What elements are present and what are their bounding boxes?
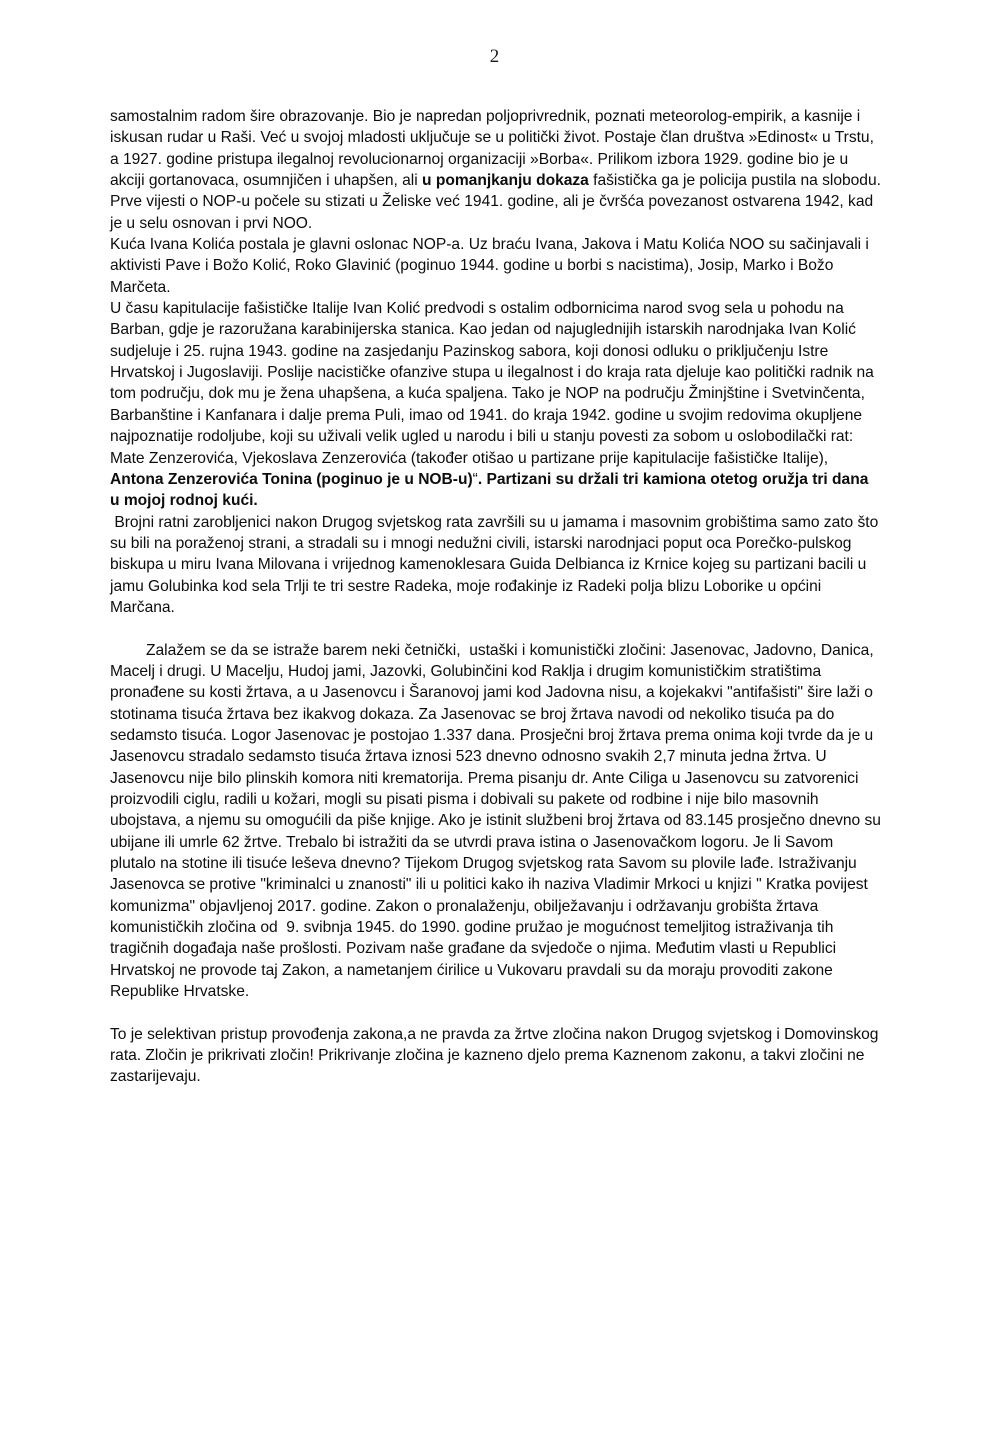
text-run: Prve vijesti o NOP-u počele su stizati u Želiske već 1941. godine, ali je čvršća povezanost ostvarena 1942, kad je u selu osnovan i prvi NOO. (110, 193, 878, 232)
text-run: U času kapitulacije fašističke Italije Ivan Kolić predvodi s ostalim odbornicima narod svog sela u pohodu na Barban, gdje je razoružana karabinijerska stanica. Kao jedan od najuglednijih istarskih narodnjaka Ivan Kolić sudjeluje i 25. rujna 1943. godine na zasjedanju Pazinskog sabora, koji donosi odluku o priključenju Istre Hrvatskoj i Jugoslaviji. Poslije nacističke ofanzive stupa u ilegalnost i do kraja rata djeluje kao politički radnik na tom području, dok mu je žena uhapšena, a kuća spaljena. Tako je NOP na području Žminjštine i Svetvinčenta, Barbanštine i Kanfanara i dalje prema Puli, imao od 1941. do kraja 1942. godine u svojim redovima okupljene najpoznatije rodoljube, koji su uživali velik ugled u narodu i bili u stanju povesti za sobom u oslobodilački rat: Mate Zenzerovića, Vjekoslava Zenzerovića (također otišao u partizane prije kapitulacije fašističke Italije), (110, 300, 879, 467)
text-run: Kuća Ivana Kolića postala je glavni oslonac NOP-a. Uz braću Ivana, Jakova i Matu Kolića NOO su sačinjavali i aktivisti Pave i Božo Kolić, Roko Glavinić (poginuo 1944. godine u borbi s nacistima), Josip, Marko i Božo Marčeta. (110, 236, 874, 296)
text-run-bold: Antona Zenzerovića Tonina (poginuo je u NOB-u) (110, 470, 473, 488)
text-run: “ (472, 470, 478, 488)
paragraph (110, 640, 886, 1003)
paragraph (110, 191, 882, 234)
paragraph (110, 234, 882, 298)
text-run: Zalažem se da se istraže barem neki četnički, ustaški i komunistički zločini: Jasenovac, Jadovno, Danica, Macelj i drugi. U Macelju, Hudoj jami, Jazovki, Golubinčini kod Raklja i drugim komunističkim stratištima pronađene su kosti žrtava, a u Jasenovcu i Šaranovoj jami kod Jadovna nisu, a kojekakvi "antifašisti" šire laži o stotinama tisuća žrtava bez ikakvog dokaza. Za Jasenovac se broj žrtava navodi od nekoliko tisuća pa do sedamsto tisuća. Logor Jasenovac je postojao 1.337 dana. Prosječni broj žrtava prema onima koji tvrde da je u Jasenovcu stradalo sedamsto tisuća žrtava iznosi 523 dnevno odnosno svakih 2,7 minuta jedna žrtva. U Jasenovcu nije bilo plinskih komora niti krematorija. Prema pisanju dr. Ante Ciliga u Jasenovcu su zatvorenici proizvodili ciglu, radili u kožari, mogli su pisati pisma i dobivali su pakete od rodbine i nije bilo masovnih ubojstava, a njemu su omogućili da piše knjige. Ako je istinit službeni broj žrtava od 83.145 prosječno dnevno su ubijane ili umrle 62 žrtve. Trebalo bi istražiti da se utvrdi prava istina o Jasenovačkom logoru. Je li Savom plutalo na stotine ili tisuće leševa dnevno? Tijekom Drugog svjetskog rata Savom su plovile lađe. Istraživanju Jasenovca se protive "kriminalci u znanosti" ili u politici kako ih naziva Vladimir Mrkoci u knjizi " Kratka povijest komunizma" objavljenoj 2017. godine. Zakon o pronalaženju, obilježavanju i održavanju grobišta žrtava komunističkih zločina od 9. svibnja 1945. do 1990. godine pružao je mogućnost temeljitog istraživanja tih tragičnih događaja naše prošlosti. Pozivam naše građane da svjedoče o njima. Međutim vlasti u Republici Hrvatskoj ne provode taj Zakon, a nametanjem ćirilice u Vukovaru pravdali su da moraju provoditi zakone Republike Hrvatske. (110, 641, 886, 1001)
paragraph (110, 298, 882, 511)
paragraph (110, 512, 882, 619)
page-number: 2 (489, 46, 500, 67)
paragraph (110, 1024, 882, 1088)
text-run: Brojni ratni zarobljenici nakon Drugog svjetskog rata završili su u jamama i masovnim grobištima samo zato što su bili na poraženoj strani, a stradali su i mnogi nedužni civili, istarski narodnjaci poput oca Porečko-pulskog biskupa u miru Ivana Milovana i vrijednog kamenoklesara Guida Delbianca iz Krnice kojeg su partizani bacili u jamu Golubinka kod sela Trlji te tri sestre Radeka, moje rođakinje iz Radeki polja blizu Loborike u općini Marčana. (110, 513, 883, 616)
text-run-bold: . Partizani su držali tri kamiona otetog oružja tri dana u mojoj rodnoj kući. (110, 470, 873, 510)
text-run: To je selektivan pristup provođenja zakona,a ne pravda za žrtve zločina nakon Drugog svjetskog i Domovinskog rata. Zločin je prikrivati zločin! Prikrivanje zločina je kazneno djelo prema Kaznenom zakonu, a takvi zločini ne zastarijevaju. (110, 1025, 883, 1086)
paragraph (110, 106, 882, 191)
text-run-bold: u pomanjkanju dokaza (422, 172, 589, 190)
text-run: samostalnim radom šire obrazovanje. Bio je napredan poljoprivrednik, poznati meteorolog-empirik, a kasnije i iskusan rudar u Raši. Već u svojoj mladosti uključuje se u politički život. Postaje član društva »Edinost« u Trstu, a 1927. godine pristupa ilegalnoj revolucionarnoj organizaciji »Borba«. Prilikom izbora 1929. godine bio je u akciji gortanovaca, osumnjičen i uhapšen, ali (110, 108, 879, 190)
document-body (110, 106, 886, 1088)
text-run: fašistička ga je policija pustila na slobodu. (588, 172, 881, 190)
